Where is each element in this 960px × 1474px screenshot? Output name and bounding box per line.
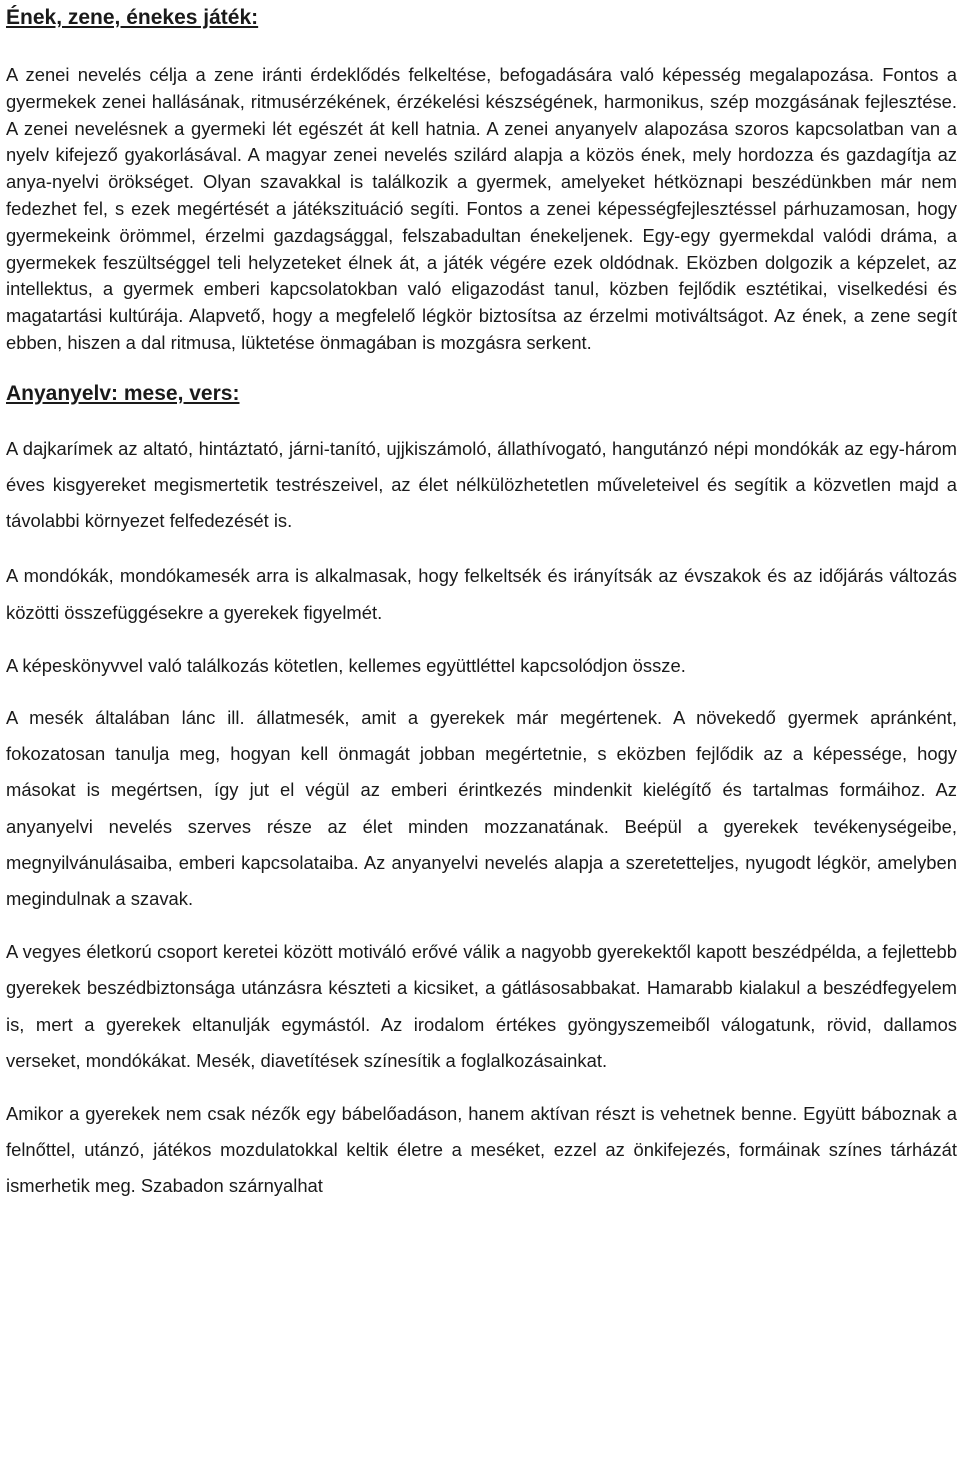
paragraph: Amikor a gyerekek nem csak nézők egy bábelőadáson, hanem aktívan részt is vehetnek benne. Együtt báboznak a felnőttel, utánzó, játékos mozdulatokkal keltik életre a meséket, ezzel az önkifejezés, formáinak színes tárházát ismerhetik meg. Szabadon szárnyalhat (6, 1103, 957, 1197)
document-page (6, 0, 957, 1205)
section-heading-music: Ének, zene, énekes játék: (6, 6, 259, 29)
paragraph: A mesék általában lánc ill. állatmesék, amit a gyerekek már megértenek. A növekedő gyermek apránként, fokozatosan tanulja meg, hogyan kell önmagát jobban megértetnie, s eközben fejlődik az a képessége, hogy másokat is megértsen, így jut el végül az emberi érintkezés mindenkit kielégítő és tartalmas formáihoz. Az anyanyelvi nevelés szerves része az élet minden mozzanatának. Beépül a gyerekek tevékenységeibe, megnyilvánulásaiba, emberi kapcsolataiba. Az anyanyelvi nevelés alapja a szeretetteljes, nyugodt légkör, amelyben megindulnak a szavak. (6, 706, 957, 909)
section-heading-language: Anyanyelv: mese, vers: (6, 381, 240, 405)
section-language (6, 378, 957, 1205)
paragraph: A dajkarímek az altató, hintáztató, járni-tanító, ujjkiszámoló, állathívogató, hangutánzó népi mondókák az egy-három éves kisgyereket megismertetik testrészeivel, az élet nélkülözhetetlen műveleteivel és segítik a közvetlen majd a távolabbi környezet felfedezését is. (6, 437, 957, 532)
paragraph-music: A zenei nevelés célja a zene iránti érdeklődés felkeltése, befogadására való képesség megalapozása. Fontos a gyermekek zenei hallásának, ritmusérzékének, érzékelési készségének, harmonikus, szép mozgásának fejlesztése. A zenei nevelésnek a gyermeki lét egészét át kell hatnia. A zenei anyanyelv alapozása szoros kapcsolatban van a nyelv kifejező gyakorlásával. A magyar zenei nevelés szilárd alapja a közös ének, mely hordozza és gazdagítja az anya-nyelvi örökséget. Olyan szavakkal is találkozik a gyermek, amelyeket hétköznapi beszédünkben már nem fedezhet fel, s ezek megértését a játékszituáció segíti. Fontos a zenei képességfejlesztéssel párhuzamosan, hogy gyermekeink örömmel, érzelmi gazdagsággal, felszabadultan énekeljenek. Egy-egy gyermekdal valódi dráma, a gyermekek feszültséggel teli helyzeteket élnek át, a játék végére ezek oldódnak. Eközben dolgozik a képzelet, az intellektus, a gyermek emberi kapcsolatokban való eligazodást tanul, közben fejlődik esztétikai, viselkedési és magatartási kultúrája. Alapvető, hogy a megfelelő légkör biztosítsa az érzelmi motiváltságot. Az ének, a zene segít ebben, hiszen a dal ritmusa, lüktetése önmagában is mozgásra serkent. (6, 64, 957, 353)
paragraph: A képeskönyvvel való találkozás kötetlen, kellemes együttléttel kapcsolódjon össze. (6, 654, 686, 676)
section-music (6, 2, 957, 357)
paragraph: A mondókák, mondókamesék arra is alkalmasak, hogy felkeltsék és irányítsák az évszakok és az időjárás változás közötti összefüggésekre a gyerekek figyelmét. (6, 565, 957, 623)
paragraph: A vegyes életkorú csoport keretei között motiváló erővé válik a nagyobb gyerekektől kapott beszédpélda, a fejlettebb gyerekek beszédbiztonsága utánzásra készteti a kicsiket, a gátlásosabbakat. Hamarabb kialakul a beszédfegyelem is, mert a gyerekek eltanulják egymástól. Az irodalom értékes gyöngyszemeiből válogatunk, rövid, dallamos verseket, mondókákat. Mesék, diavetítések színesítik a foglalkozásainkat. (6, 941, 957, 1071)
